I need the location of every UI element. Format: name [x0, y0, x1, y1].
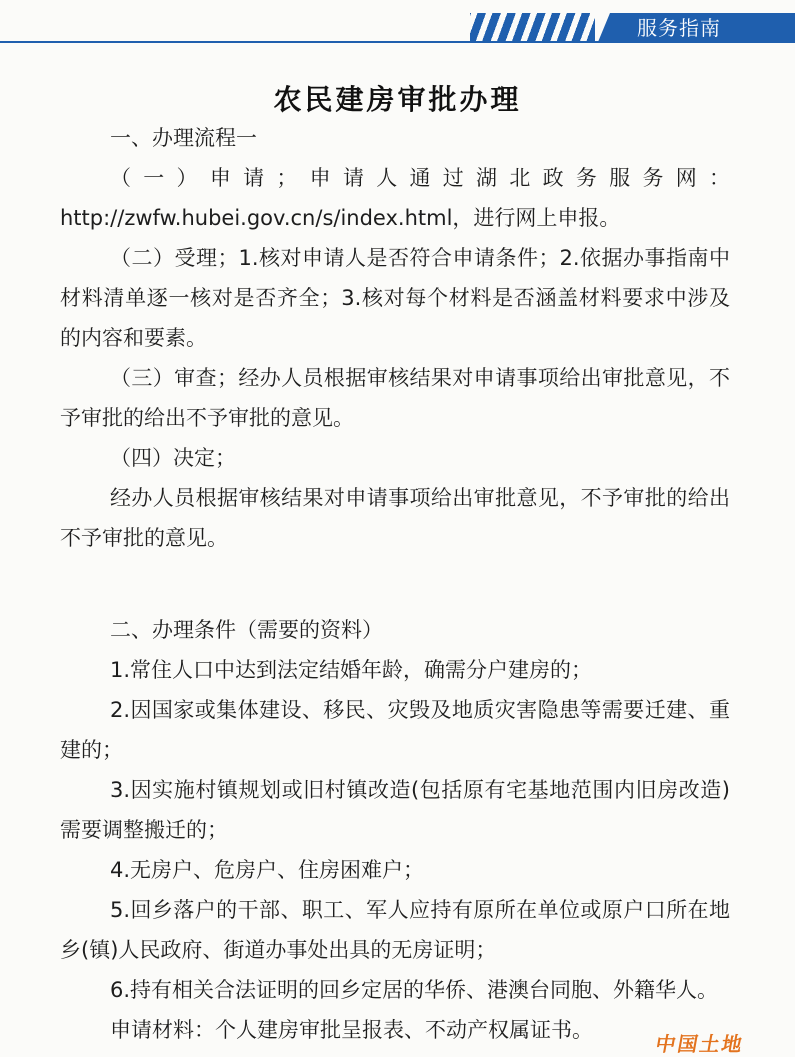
condition-item: 5.回乡落户的干部、职工、军人应持有原所在单位或原户口所在地乡(镇)人民政府、街道办事处出具的无房证明；	[60, 898, 730, 962]
header-stripes-decoration	[470, 13, 595, 41]
condition-item: 6.持有相关合法证明的回乡定居的华侨、港澳台同胞、外籍华人。	[110, 978, 719, 1002]
footer-logo-mark: 中国土地	[653, 1032, 746, 1056]
step1-url: http://zwfw.hubei.gov.cn/s/index.html，进行网上申报。	[60, 206, 621, 230]
step2-text: （二）受理；1.核对申请人是否符合申请条件；2.依据办事指南中材料清单逐一核对是否齐全；3.核对每个材料是否涵盖材料要求中涉及的内容和要素。	[60, 246, 730, 350]
section1-heading: 一、办理流程一	[110, 126, 257, 150]
condition-item: 3.因实施村镇规划或旧村镇改造(包括原有宅基地范围内旧房改造)需要调整搬迁的；	[60, 778, 730, 842]
step4-body: 经办人员根据审核结果对申请事项给出审批意见，不予审批的给出不予审批的意见。	[60, 486, 730, 550]
condition-item: 1.常住人口中达到法定结婚年龄，确需分户建房的；	[110, 658, 593, 682]
header-rule	[0, 41, 795, 43]
condition-item: 4.无房户、危房户、住房困难户；	[110, 858, 425, 882]
section-gap	[60, 558, 730, 610]
section2-heading: 二、办理条件（需要的资料）	[110, 618, 383, 642]
step4-heading: （四）决定；	[110, 446, 236, 470]
section-tab-label: 服务指南	[637, 16, 721, 40]
step1-text: （一）申请；申请人通过湖北政务服务网：	[110, 166, 730, 190]
condition-item: 2.因国家或集体建设、移民、灾毁及地质灾害隐患等需要迁建、重建的；	[60, 698, 730, 762]
application-materials: 申请材料：个人建房审批呈报表、不动产权属证书。	[110, 1018, 593, 1042]
page-title: 农民建房审批办理	[273, 83, 522, 116]
step3-text: （三）审查；经办人员根据审核结果对申请事项给出审批意见，不予审批的给出不予审批的意见。	[60, 366, 730, 430]
document-body	[60, 118, 730, 1050]
